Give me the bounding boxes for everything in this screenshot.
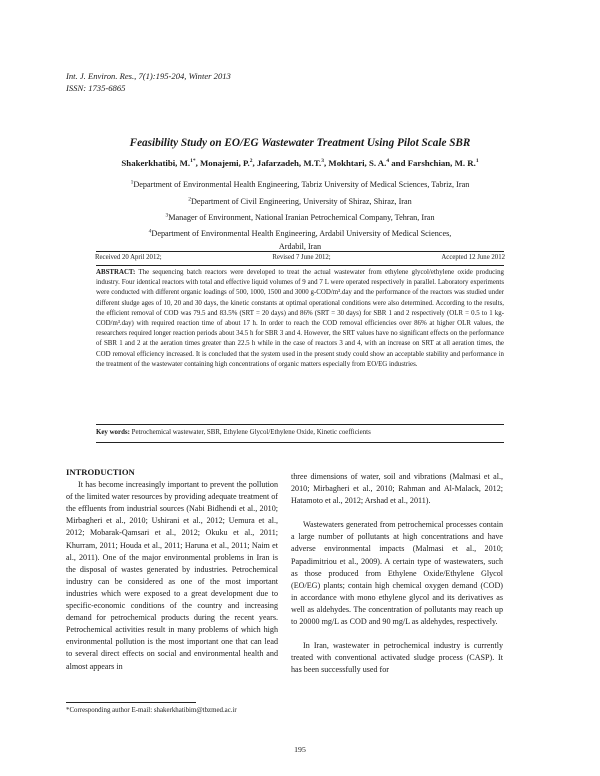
affiliation-4: $^4$Department of Environmental Health Engineering, Ardabil University of Medical Sciences,: [148, 228, 452, 238]
dates-rule: [96, 265, 504, 266]
affiliation-1: $^1$Department of Environmental Health Engineering, Tabriz University of Medical Sciences, Tabriz, Iran: [130, 179, 470, 189]
revised-date: Revised 7 June 2012;: [272, 254, 331, 261]
footnote: *Corresponding author E-mail: shakerkhatibim@tbzmed.ac.ir: [66, 707, 237, 714]
journal-citation: Int. J. Environ. Res., 7(1):195-204, Winter 2013: [66, 71, 231, 81]
abstract-label: ABSTRACT:: [96, 269, 136, 276]
author-sup: 1*: [190, 158, 196, 165]
keywords: [96, 429, 504, 436]
right-column: [291, 471, 503, 676]
journal-issn: ISSN: 1735-6865: [66, 83, 126, 93]
received-date: Received 20 April 2012;: [95, 254, 162, 261]
keywords-rule: [96, 442, 504, 443]
author-sup: 1: [475, 158, 479, 165]
abstract-text: The sequencing batch reactors were developed to treat the actual wastewater from ethylene glycol/ethylene oxide producing industry. Four identical reactors with total and effective liquid volumes of 9 and 7 L were operated respectively in parallel. Laboratory experiments were conducted with different organic loadings of 500, 1000, 1500 and 3000 g-COD/m³.day and the performance of the reactors was studied under different sludge ages of 10, 20 and 30 days, the kinetic constants at optimal operational conditions were also determined. According to the results, the efficient removal of COD was 79.5 and 83.5% (SRT = 20 days) and 86% (SRT = 30 days) for SBR 1 and 2 respectively (OLR = 0.5 to 1 kg-COD/m³.day) with required reaction time of about 17 h. In order to reach the COD removal efficiencies over 86% at higher OLR values, the researchers required longer reaction periods about 34.5 h for SBR 3 and 4. However, the SRT values have no significant effects on the performance of SBR 1 and 2 at the aeration times greater than 22.5 h while in the case of reactors 3 and 4, with an increase on SRT at all aeration times, the COD removal efficiency increased. It is concluded that the system used in the present study could show an acceptable stability and performance in the treatment of the wastewater containing high concentrations of organic matters especially from EO/EG industries.: [96, 269, 504, 368]
keywords-label: Key words:: [96, 429, 130, 436]
paragraph: Wastewaters generated from petrochemical processes contain a large number of pollutants at high concentrations and have adverse environmental impacts (Malmasi et al., 2010; Papadimitriou et al., 2009). A certain type of wastewaters, such as those produced from Ethylene Oxide/Ethylene Glycol (EO/EG) plants; contain high chemical oxygen demand (COD) in accordance with mono ethylene glycol and its derivatives as well as aldehydes. The concentration of pollutants may reach up to 20000 mg/L as COD and 90 mg/L as aldehydes, respectively.: [291, 520, 503, 627]
author-name: , Mokhtari, S. A.: [324, 158, 387, 168]
left-column: [66, 466, 278, 673]
author-list: [0, 158, 600, 168]
author-sup: 4: [386, 158, 390, 165]
paragraph: three dimensions of water, soil and vibrations (Malmasi et al., 2010; Mirbagheri et al., 2010; Rahman and Al-Malack, 2012; Hatamoto et al., 2012; Arshad et al., 2011).: [291, 472, 503, 506]
abstract-rule: [96, 424, 504, 425]
paragraph: In Iran, wastewater in petrochemical industry is currently treated with conventional activated sludge process (CASP). It has been successfully used for: [291, 641, 503, 675]
paragraph: It has become increasingly important to prevent the pollution of the limited water resources by providing adequate treatment of the effluents from industrial sources (Nabi Bidhendi et al., 2010; Mirbagheri et al., 2010; Ushirani et al., 2012; Uemura et al., 2012; Mobarak-Qamsari et al., 2012; Okuku et al., 2011; Khurram, 2011; Houda et al., 2011; Haruna et al., 2011; Naim et al., 2011). One of the major environmental problems in Iran is the disposal of wastes generated by industries. Petrochemical industry can be considered as one of the most important industries which were exposed to a great development due to specific-economic conditions of the country and increasing demand for petrochemical products during the recent years. Petrochemical activities result in many problems of which high environmental pollution is the most important one that can lead to several direct effects on social and environmental health and almost appears in: [66, 480, 278, 671]
author-name: Shakerkhatibi, M.: [121, 158, 191, 168]
affiliation-4-cont: Ardabil, Iran: [278, 242, 322, 251]
paper-title: Feasibility Study on EO/EG Wastewater Treatment Using Pilot Scale SBR: [129, 137, 471, 149]
affiliation-2: $^2$Department of Civil Engineering, University of Shiraz, Shiraz, Iran: [188, 196, 412, 206]
page-number: 195: [294, 745, 306, 754]
author-sup: 3: [321, 158, 324, 165]
introduction-heading: INTRODUCTION: [66, 467, 135, 477]
footnote-rule: [66, 702, 196, 703]
journal-header: [66, 70, 231, 94]
top-rule: [96, 251, 504, 252]
author-sup: 2: [249, 158, 253, 165]
keywords-text: Petrochemical wastewater, SBR, Ethylene Glycol/Ethylene Oxide, Kinetic coefficients: [131, 429, 371, 436]
accepted-date: Accepted 12 June 2012: [441, 254, 505, 261]
author-name: , Jafarzadeh, M.T.: [252, 158, 322, 168]
dates-row: [95, 254, 505, 261]
abstract: [96, 268, 504, 370]
author-name: and Farshchian, M. R.: [389, 158, 476, 168]
affiliation-3: $^3$Manager of Environment, National Iranian Petrochemical Company, Tehran, Iran: [165, 212, 435, 222]
author-name: , Monajemi, P.: [195, 158, 250, 168]
